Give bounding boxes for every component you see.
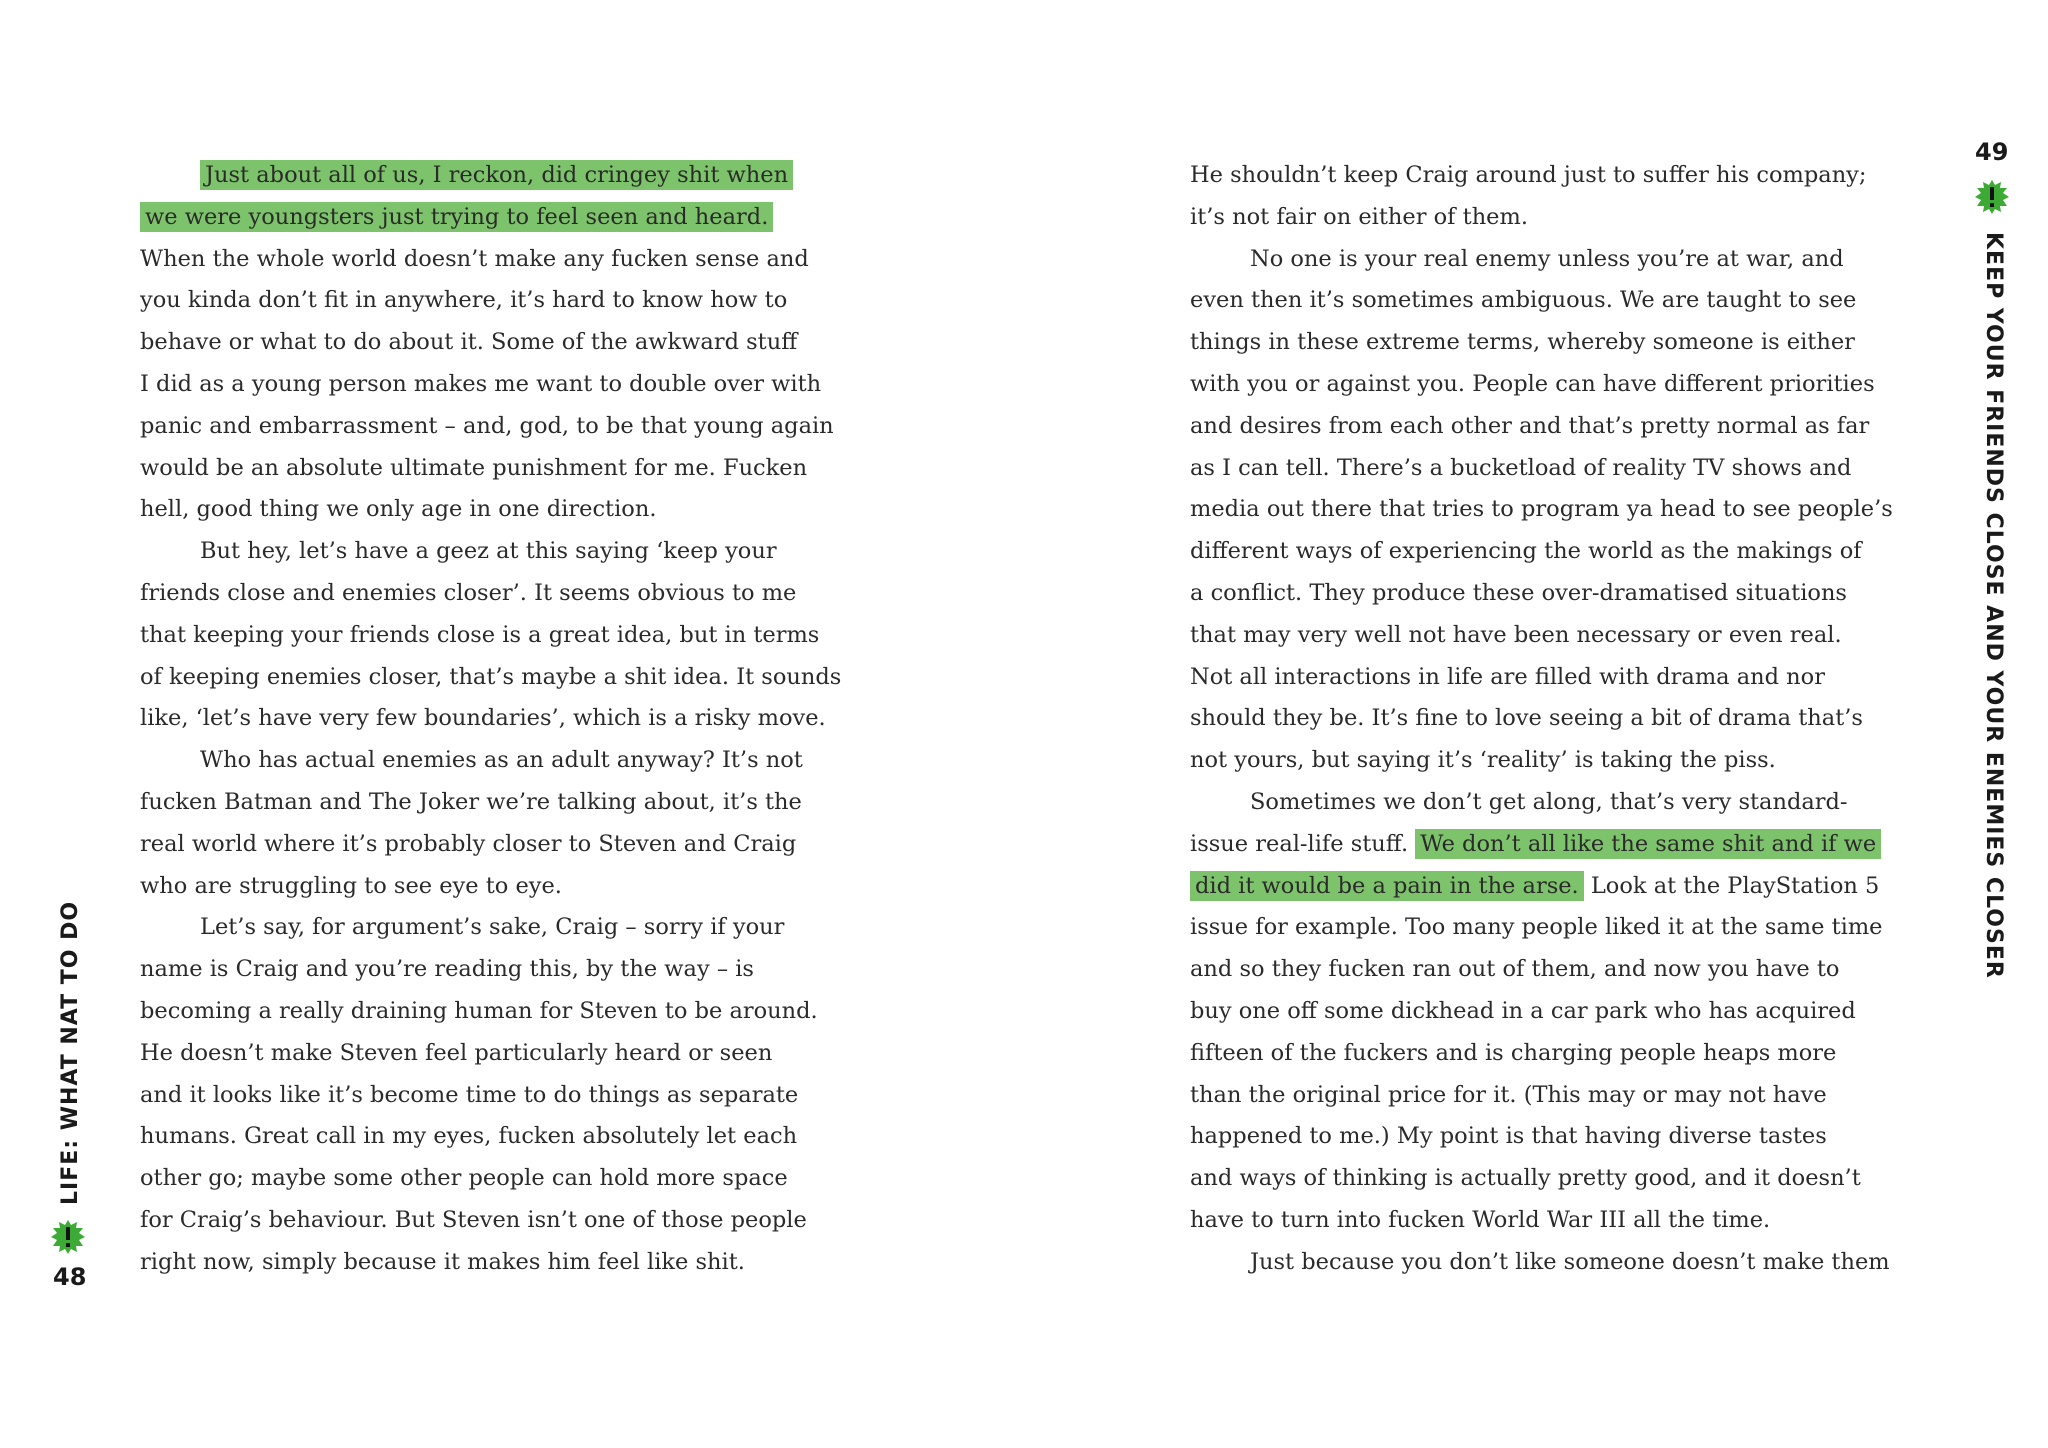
text-segment: have to turn into fucken World War III all the time. <box>1190 1206 1771 1233</box>
text-segment: becoming a really draining human for Steven to be around. <box>140 997 818 1024</box>
text-segment: Sometimes we don’t get along, that’s very standard- <box>1250 788 1848 815</box>
text-line <box>140 489 900 531</box>
text-segment: a conflict. They produce these over-dramatised situations <box>1190 579 1847 606</box>
text-segment: issue real-life stuff. <box>1190 830 1416 857</box>
highlighted-text: Just about all of us, I reckon, did cringey shit when <box>200 160 793 190</box>
text-line <box>1190 1075 1950 1117</box>
highlighted-text: We don’t all like the same shit and if we <box>1415 829 1881 859</box>
text-line <box>140 197 900 239</box>
text-segment: different ways of experiencing the world as the makings of <box>1190 538 1862 565</box>
text-segment: Just because you don’t like someone doesn’t make them <box>1250 1248 1890 1275</box>
text-line <box>140 155 900 197</box>
text-line <box>140 991 900 1033</box>
left-body-text <box>140 155 900 1284</box>
text-line <box>1190 740 1950 782</box>
right-body-text <box>1190 155 1950 1284</box>
text-segment: buy one off some dickhead in a car park who has acquired <box>1190 997 1856 1024</box>
text-segment: and it looks like it’s become time to do things as separate <box>140 1081 799 1108</box>
text-segment: that may very well not have been necessary or even real. <box>1190 621 1842 648</box>
text-segment: He shouldn’t keep Craig around just to suffer his company; <box>1190 162 1867 188</box>
text-line <box>1190 991 1950 1033</box>
text-line <box>140 866 900 908</box>
text-line <box>1190 1158 1950 1200</box>
text-line <box>1190 448 1950 490</box>
text-line <box>140 1075 900 1117</box>
text-segment: I did as a young person makes me want to double over with <box>140 370 822 397</box>
text-line <box>140 1033 900 1075</box>
text-segment: and so they fucken ran out of them, and now you have to <box>1190 956 1840 983</box>
text-line <box>1190 824 1950 866</box>
text-line <box>140 239 900 281</box>
text-segment: who are struggling to see eye to eye. <box>140 872 562 899</box>
text-segment: No one is your real enemy unless you’re at war, and <box>1250 245 1844 272</box>
text-segment: not yours, but saying it’s ‘reality’ is taking the piss. <box>1190 747 1776 774</box>
text-line <box>1190 657 1950 699</box>
text-line <box>140 448 900 490</box>
text-segment: real world where it’s probably closer to Steven and Craig <box>140 830 797 857</box>
text-line <box>1190 1200 1950 1242</box>
text-line <box>140 1200 900 1242</box>
text-segment: things in these extreme terms, whereby someone is either <box>1190 329 1855 356</box>
text-segment: friends close and enemies closer’. It seems obvious to me <box>140 579 797 606</box>
text-segment: fifteen of the fuckers and is charging people heaps more <box>1190 1039 1837 1066</box>
text-segment: you kinda don’t fit in anywhere, it’s hard to know how to <box>140 287 788 314</box>
page-number: 49 <box>1975 138 2009 166</box>
text-line <box>140 949 900 991</box>
page-number: 48 <box>53 1263 87 1291</box>
text-segment: behave or what to do about it. Some of the awkward stuff <box>140 329 798 356</box>
text-line <box>140 280 900 322</box>
text-line <box>140 907 900 949</box>
text-line <box>1190 155 1950 197</box>
text-line <box>1190 949 1950 991</box>
text-line <box>1190 698 1950 740</box>
text-line <box>1190 1242 1950 1284</box>
text-line <box>1190 615 1950 657</box>
text-segment: hell, good thing we only age in one direction. <box>140 496 657 523</box>
text-segment: Look at the PlayStation 5 <box>1583 872 1880 899</box>
text-segment: When the whole world doesn’t make any fucken sense and <box>140 245 809 272</box>
running-head-text: LIFE: WHAT NAT TO DO <box>58 900 83 1205</box>
text-line <box>1190 782 1950 824</box>
text-segment: issue for example. Too many people liked it at the same time <box>1190 914 1883 941</box>
text-segment: that keeping your friends close is a great idea, but in terms <box>140 621 820 648</box>
text-line <box>140 782 900 824</box>
running-head-text: KEEP YOUR FRIENDS CLOSE AND YOUR ENEMIES CLOSER <box>1981 232 2006 979</box>
text-segment: He doesn’t make Steven feel particularly heard or seen <box>140 1039 773 1066</box>
exclamation-splat-icon <box>1974 178 2010 216</box>
text-line <box>1190 406 1950 448</box>
text-line <box>1190 573 1950 615</box>
text-segment: for Craig’s behaviour. But Steven isn’t one of those people <box>140 1206 807 1233</box>
text-line <box>1190 866 1950 908</box>
text-segment: even then it’s sometimes ambiguous. We are taught to see <box>1190 287 1857 314</box>
text-segment: humans. Great call in my eyes, fucken absolutely let each <box>140 1123 798 1150</box>
text-segment: right now, simply because it makes him feel like shit. <box>140 1248 745 1275</box>
text-segment: other go; maybe some other people can hold more space <box>140 1165 788 1192</box>
text-segment: panic and embarrassment – and, god, to be that young again <box>140 412 834 439</box>
text-segment: media out there that tries to program ya head to see people’s <box>1190 496 1893 523</box>
right-page <box>1024 0 2048 1448</box>
text-line <box>140 615 900 657</box>
text-segment: with you or against you. People can have different priorities <box>1190 370 1875 397</box>
text-line <box>1190 197 1950 239</box>
text-line <box>140 698 900 740</box>
exclamation-splat-icon <box>50 1218 86 1256</box>
text-segment: it’s not fair on either of them. <box>1190 203 1528 230</box>
text-segment: should they be. It’s fine to love seeing a bit of drama that’s <box>1190 705 1863 732</box>
text-line <box>1190 1033 1950 1075</box>
text-line <box>1190 907 1950 949</box>
text-segment: Who has actual enemies as an adult anyway? It’s not <box>200 747 803 774</box>
text-line <box>1190 531 1950 573</box>
text-line <box>1190 239 1950 281</box>
text-line <box>140 1242 900 1284</box>
text-segment: as I can tell. There’s a bucketload of reality TV shows and <box>1190 454 1852 481</box>
text-segment: Not all interactions in life are filled with drama and nor <box>1190 663 1825 690</box>
text-line <box>140 1158 900 1200</box>
text-segment: and desires from each other and that’s pretty normal as far <box>1190 412 1870 439</box>
highlighted-text: did it would be a pain in the arse. <box>1190 871 1584 901</box>
text-line <box>1190 280 1950 322</box>
text-line <box>1190 322 1950 364</box>
text-line <box>140 740 900 782</box>
text-segment: Let’s say, for argument’s sake, Craig – sorry if your <box>200 914 785 941</box>
text-line <box>140 531 900 573</box>
text-line <box>140 364 900 406</box>
text-line <box>140 824 900 866</box>
text-line <box>140 406 900 448</box>
text-segment: like, ‘let’s have very few boundaries’, which is a risky move. <box>140 705 826 732</box>
text-segment: But hey, let’s have a geez at this saying ‘keep your <box>200 538 777 565</box>
text-segment: than the original price for it. (This may or may not have <box>1190 1081 1827 1108</box>
text-segment: and ways of thinking is actually pretty good, and it doesn’t <box>1190 1165 1861 1192</box>
text-line <box>140 573 900 615</box>
text-line <box>140 1116 900 1158</box>
text-segment: fucken Batman and The Joker we’re talking about, it’s the <box>140 788 802 815</box>
text-line <box>1190 364 1950 406</box>
text-segment: of keeping enemies closer, that’s maybe a shit idea. It sounds <box>140 663 842 690</box>
text-line <box>140 657 900 699</box>
highlighted-text: we were youngsters just trying to feel seen and heard. <box>140 202 773 232</box>
text-line <box>1190 1116 1950 1158</box>
text-line <box>1190 489 1950 531</box>
text-segment: would be an absolute ultimate punishment for me. Fucken <box>140 454 808 481</box>
text-segment: name is Craig and you’re reading this, by the way – is <box>140 956 754 983</box>
text-segment: happened to me.) My point is that having diverse tastes <box>1190 1123 1827 1150</box>
text-line <box>140 322 900 364</box>
